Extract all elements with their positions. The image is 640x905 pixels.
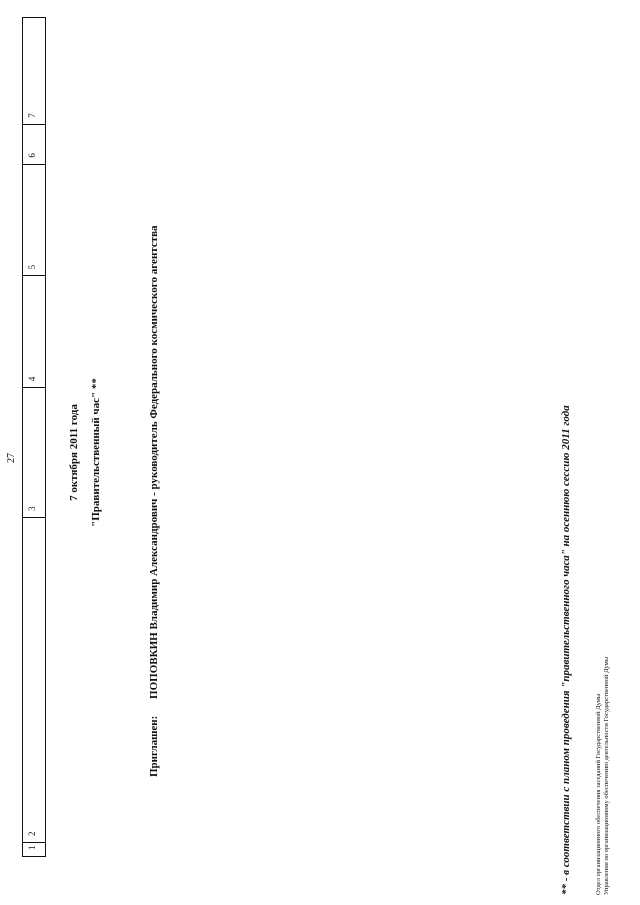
column-header-7: 7 [27, 113, 37, 118]
invited-guest [148, 225, 160, 777]
footnote: ** - в соответствии с планом проведения "правительственного часа" на осеннюю сессию 2011 года [560, 405, 572, 895]
column-header-4: 4 [23, 275, 45, 387]
invited-label: Приглашен: [148, 715, 160, 777]
invited-person: ПОПОВКИН Владимир Александрович - руководитель Федерального космического агентства [148, 225, 160, 699]
department-line-2: Управления по организационному обеспечению деятельности Государственной Думы [603, 656, 610, 895]
session-title: "Правительственный час" ** [90, 378, 102, 527]
column-header-3: 3 [23, 387, 45, 517]
column-header-1: 1 [23, 842, 45, 856]
page-number: 27 [6, 453, 17, 463]
session-date: 7 октября 2011 года [68, 404, 80, 501]
column-header-6: 6 [23, 124, 45, 164]
column-header-5: 5 [23, 164, 45, 276]
column-header-table [22, 17, 46, 857]
department-line-1: Отдел организационного обеспечения заседаний Государственной Думы [595, 693, 602, 895]
column-header-2: 2 [23, 517, 45, 842]
